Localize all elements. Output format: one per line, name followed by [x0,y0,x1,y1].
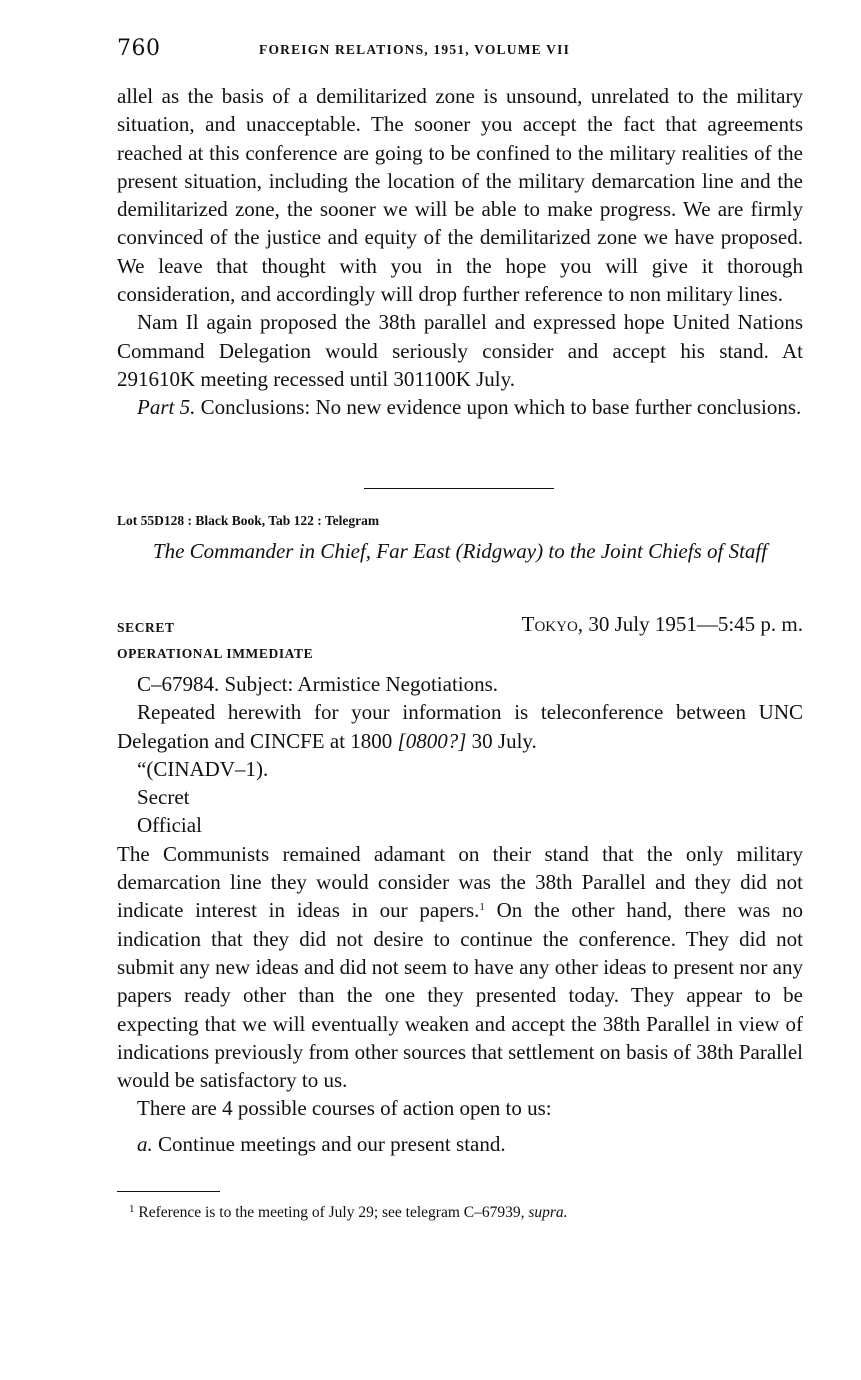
dateline [522,612,803,637]
page-number: 760 [117,36,161,61]
source-note: Lot 55D128 : Black Book, Tab 122 : Telegram [117,513,380,528]
footnote [129,1203,568,1222]
classification: SECRET [117,620,175,635]
course-a [117,1130,803,1158]
part5-text: Conclusions: No new evidence upon which to base further conclusions. [200,395,802,420]
paragraph-part5 [117,393,803,421]
document-title: The Commander in Chief, Far East (Ridgway) to the Joint Chiefs of Staff [152,539,768,563]
secret-line: Secret [137,785,190,810]
footnote-marker: 1 [129,1203,135,1215]
footnote-text: Reference is to the meeting of July 29; see telegram C–67939, [138,1204,525,1221]
footnote-separator [117,1191,220,1192]
repeat-before: Repeated herewith for your information is teleconference between UNC Delegation and CINCFE at 1800 [117,700,803,753]
part5-label: Part 5. [137,395,196,420]
course-a-text: Continue meetings and our present stand. [158,1131,506,1156]
course-a-label: a. [137,1131,153,1156]
classification-row [117,612,803,640]
para-main-before: The Communists remained adamant on their stand that the only military demarcation line they would consider was the 38th Parallel and they did not indicate interest in ideas in our papers. [117,841,803,923]
footnote-supra: supra. [528,1204,568,1221]
footnote-reference[interactable]: 1 [479,901,485,914]
paragraph-repeated [117,698,803,755]
previous-document-text [117,82,803,422]
subject-line: C–67984. Subject: Armistice Negotiations. [137,672,499,696]
priority: OPERATIONAL IMMEDIATE [117,646,314,661]
paragraph-communists [117,840,803,1095]
courses-intro: There are 4 possible courses of action open to us: [137,1096,552,1121]
official-line: Official [137,813,202,838]
dateline-date: 30 July 1951—5:45 p. m. [588,612,803,636]
paragraph-nam-il: Nam Il again proposed the 38th parallel and expressed hope United Nations Command Delegation would seriously consider and accept his stand. At 291610K meeting recessed until 301100K July. [117,310,803,391]
repeat-after: 30 July. [471,728,537,753]
cinadv-line: “(CINADV–1). [137,756,269,781]
para-main-after: On the other hand, there was no indication that they did not desire to continue the conference. They did not submit any new ideas and did not seem to have any other ideas to present nor any papers ready other than the one they presented today. They appear to be expecting that we will eventually weaken and accept the 38th Parallel in view of indications previously from other sources that settlement on basis of 38th Parallel would be satisfactory to us. [117,898,804,1093]
editorial-time: [0800?] [397,728,467,753]
dateline-place: Tokyo, [521,612,584,636]
document-separator [364,488,554,489]
paragraph-demilitarized-zone: allel as the basis of a demilitarized zone is unsound, unrelated to the military situation, and unacceptable. The sooner you accept the fact that agreements reached at this conference are going to be confined to the military realities of the present situation, including the location of the military demarcation line and the demilitarized zone, the sooner we will be able to make progress. We are firmly convinced of the justice and equity of the demilitarized zone we have proposed. We leave that thought with you in the hope you will give it thorough consideration, and accordingly will drop further reference to non military lines. [117,84,803,307]
running-title: FOREIGN RELATIONS, 1951, VOLUME VII [259,42,571,57]
telegram-body [117,670,803,1158]
page-header [117,36,803,66]
